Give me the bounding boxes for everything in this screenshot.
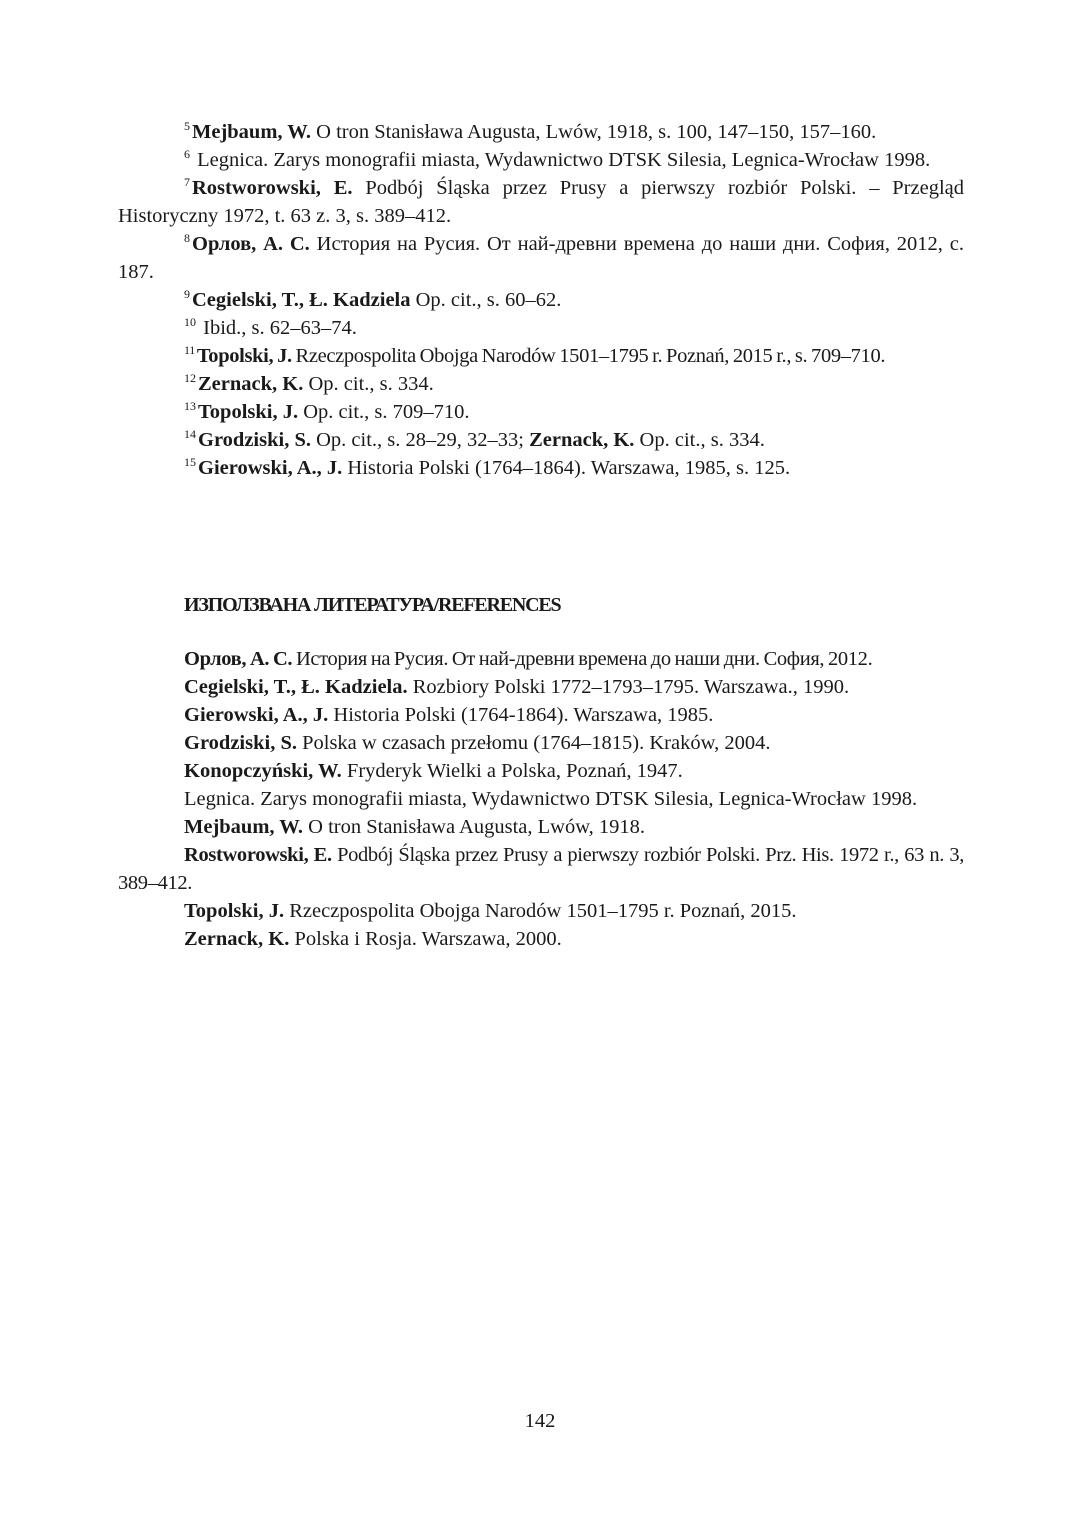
footnote-author: Gierowski, A., J. (198, 457, 343, 479)
footnote-8 (118, 230, 964, 286)
reference-item (118, 785, 964, 813)
footnote-text: Op. cit., s. 28–29, 32–33; (310, 429, 530, 451)
reference-text: История на Русия. От най-древни времена до наши дни. София, 2012. (292, 648, 873, 670)
footnote-14 (118, 426, 964, 454)
footnote-author-2: Zernack, K. (529, 429, 635, 451)
reference-item (118, 813, 964, 841)
footnote-7 (118, 174, 964, 230)
footnote-text: O tron Stanisława Augusta, Lwów, 1918, s. 100, 147–150, 157–160. (311, 121, 877, 143)
reference-author: Cegielski, T., Ł. Kadziela. (184, 676, 408, 698)
footnote-text-2: Op. cit., s. 334. (634, 429, 765, 451)
reference-text: Historia Polski (1764-1864). Warszawa, 1985. (328, 704, 714, 726)
footnote-number: 12 (184, 371, 196, 385)
footnote-number: 13 (184, 399, 196, 413)
reference-author: Topolski, J. (184, 900, 285, 922)
reference-item (118, 757, 964, 785)
footnote-text: Historia Polski (1764–1864). Warszawa, 1985, s. 125. (342, 457, 791, 479)
reference-text: Legnica. Zarys monografii miasta, Wydawnictwo DTSK Silesia, Legnica-Wrocław 1998. (184, 788, 918, 810)
reference-item (118, 925, 964, 953)
footnote-10 (118, 314, 964, 342)
footnote-number: 9 (184, 287, 190, 301)
footnote-author: Grodziski, S. (198, 429, 311, 451)
footnote-11 (118, 342, 964, 370)
footnote-text: Podbój Śląska przez Prusy a pierwszy rozbiór Polski. – Przegląd Historyczny 1972, t. 63 z. 3, s. 389–412. (118, 177, 964, 227)
reference-item (118, 645, 964, 673)
footnote-author: Zernack, K. (198, 373, 304, 395)
footnote-number: 6 (184, 147, 190, 161)
footnote-text: Op. cit., s. 709–710. (298, 401, 470, 423)
footnote-15 (118, 454, 964, 482)
reference-text: Polska w czasach przełomu (1764–1815). Kraków, 2004. (296, 732, 771, 754)
reference-author: Mejbaum, W. (184, 816, 304, 838)
footnote-author: Rostworowski, E. (192, 177, 353, 199)
footnote-author: Орлов, А. С. (192, 233, 310, 255)
footnote-number: 15 (184, 455, 196, 469)
footnotes-section (118, 118, 964, 482)
reference-text: Rozbiory Polski 1772–1793–1795. Warszawa., 1990. (407, 676, 850, 698)
reference-item (118, 729, 964, 757)
footnote-author: Mejbaum, W. (192, 121, 312, 143)
footnote-text: Op. cit., s. 60–62. (410, 289, 562, 311)
footnote-text: Legnica. Zarys monografii miasta, Wydawnictwo DTSK Silesia, Legnica-Wrocław 1998. (192, 149, 931, 171)
footnote-number: 8 (184, 231, 190, 245)
reference-text: Polska i Rosja. Warszawa, 2000. (289, 928, 562, 950)
footnote-6 (118, 146, 964, 174)
reference-text: Podbój Śląska przez Prusy a pierwszy rozbiór Polski. Prz. His. 1972 r., 63 n. 3, 389–412. (118, 844, 964, 894)
reference-author: Konopczyński, W. (184, 760, 342, 782)
page-number: 142 (524, 1410, 556, 1432)
footnote-number: 7 (184, 175, 190, 189)
footnote-12 (118, 370, 964, 398)
footnote-text: Ibid., s. 62–63–74. (198, 317, 357, 339)
references-section (118, 645, 964, 953)
reference-author: Rostworowski, E. (184, 844, 332, 866)
footnote-9 (118, 286, 964, 314)
footnote-number: 14 (184, 427, 196, 441)
reference-author: Орлов, А. С. (184, 648, 293, 670)
footnote-author: Topolski, J. (198, 401, 299, 423)
reference-author: Gierowski, A., J. (184, 704, 329, 726)
reference-text: Fryderyk Wielki a Polska, Poznań, 1947. (341, 760, 683, 782)
reference-author: Grodziski, S. (184, 732, 297, 754)
reference-item (118, 897, 964, 925)
footnote-5 (118, 118, 964, 146)
footnote-text: Rzeczpospolita Obojga Narodów 1501–1795 r. Poznań, 2015 r., s. 709–710. (291, 345, 886, 367)
reference-item (118, 673, 964, 701)
references-heading: ИЗПОЛЗВАНА ЛИТЕРАТУРА/REFERENCES (184, 594, 561, 616)
footnote-number: 10 (184, 315, 196, 329)
footnote-13 (118, 398, 964, 426)
footnote-author: Topolski, J. (196, 345, 292, 367)
reference-text: O tron Stanisława Augusta, Lwów, 1918. (303, 816, 646, 838)
footnote-text: История на Русия. От най-древни времена до наши дни. София, 2012, с. 187. (118, 233, 964, 283)
footnote-text: Op. cit., s. 334. (303, 373, 434, 395)
reference-author: Zernack, K. (184, 928, 290, 950)
reference-item (118, 701, 964, 729)
reference-item (118, 841, 964, 897)
footnote-number: 5 (184, 119, 190, 133)
footnote-author: Cegielski, T., Ł. Kadziela (192, 289, 411, 311)
footnote-number: 11 (184, 343, 195, 357)
reference-text: Rzeczpospolita Obojga Narodów 1501–1795 r. Poznań, 2015. (284, 900, 797, 922)
